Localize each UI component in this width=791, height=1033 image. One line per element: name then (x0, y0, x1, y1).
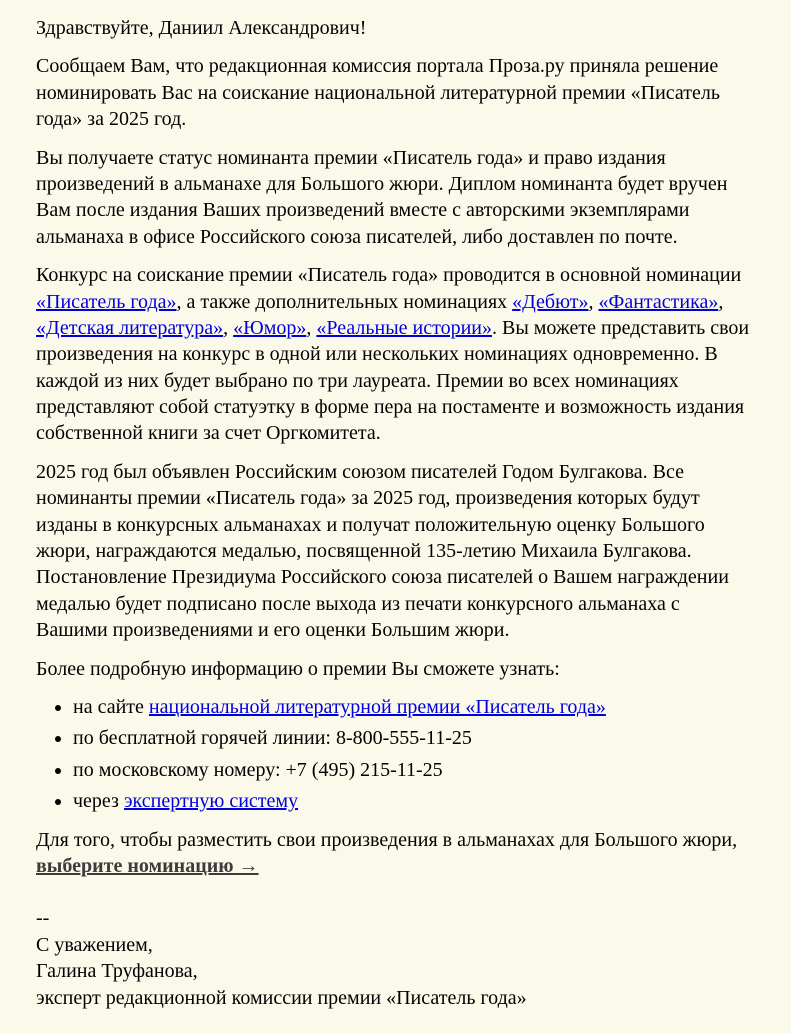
list-item-site (73, 694, 751, 720)
prize-site-link[interactable]: национальной литературной премии «Писатель года» (148, 695, 606, 718)
contest-text-7: . Вы можете представить свои произведения на конкурс в одной или нескольких номинациях одновременно. В каждой из них будет выбрано по три лауреата. Премии во всех номинациях представляют собой статуэтку в форме пера на постаменте и возможность издания собственной книги за счет Оргкомитета. (36, 316, 750, 445)
contest-text-1: Конкурс на соискание премии «Писатель года» проводится в основной номинации (36, 264, 742, 287)
nomination-link-writer-of-year[interactable]: «Писатель года» (36, 290, 177, 313)
list-item-hotline: • по бесплатной горячей линии: 8-800-555-11-25 (73, 725, 751, 751)
greeting-line: Здравствуйте, Даниил Александрович! (36, 17, 367, 39)
signature-name: Галина Труфанова, (36, 960, 198, 983)
signature-regards: С уважением, (36, 933, 153, 956)
info-list (36, 694, 751, 815)
paragraph-status: Вы получаете статус номинанта премии «Писатель года» и право издания произведений в альманахе для Большого жюри. Диплом номинанта будет вручен Вам после издания Ваших произведений вместе с авторскими экземплярами альманаха в офисе Российского союза писателей, либо доставлен по почте. (36, 146, 728, 248)
signature-title: эксперт редакционной комиссии премии «Писатель года» (36, 986, 527, 1009)
list-item-expert-system (73, 788, 751, 814)
contest-text-2: , а также дополнительных номинациях (176, 290, 513, 313)
signature-block (36, 905, 751, 1011)
paragraph-intro: Сообщаем Вам, что редакционная комиссия портала Проза.ру приняла решение номинировать Вас на соискание национальной литературной премии «Писатель года» за 2025 год. (36, 55, 720, 131)
contest-text-6: , (306, 316, 317, 339)
nomination-link-real-stories[interactable]: «Реальные истории» (316, 316, 492, 339)
nomination-link-fantasy[interactable]: «Фантастика» (598, 290, 719, 313)
choose-nomination-link[interactable]: выберите номинацию → (36, 854, 259, 877)
cta-text: Для того, чтобы разместить свои произведения в альманахах для Большого жюри, (36, 828, 738, 851)
list-item-moscow-number: • по московскому номеру: +7 (495) 215-11-25 (73, 757, 751, 783)
nomination-link-humor[interactable]: «Юмор» (233, 316, 307, 339)
more-info-heading: Более подробную информацию о премии Вы сможете узнать: (36, 657, 560, 680)
contest-text-3: , (588, 290, 599, 313)
paragraph-cta (36, 827, 751, 880)
paragraph-contest (36, 262, 751, 447)
expert-system-link[interactable]: экспертную систему (123, 790, 299, 813)
expert-prefix-text: через (73, 790, 124, 813)
contest-text-4: , (718, 290, 724, 313)
nomination-link-debut[interactable]: «Дебют» (512, 290, 589, 313)
contest-text-5: , (223, 316, 234, 339)
signature-dashes: -- (36, 907, 50, 930)
nomination-link-children-literature[interactable]: «Детская литература» (36, 316, 224, 339)
site-prefix-text: на сайте (73, 695, 149, 718)
paragraph-bulgakov-year: 2025 год был объявлен Российским союзом писателей Годом Булгакова. Все номинанты премии «Писатель года» за 2025 год, произведения которых будут изданы в конкурсных альманахах и получат положительную оценку Большого жюри, награждаются медалью, посвященной 135-летию Михаила Булгакова. Постановление Президиума Российского союза писателей о Вашем награждении медалью будет подписано после выхода из печати конкурсного альманаха с Вашими произведениями и его оценки Большим жюри. (36, 460, 729, 642)
